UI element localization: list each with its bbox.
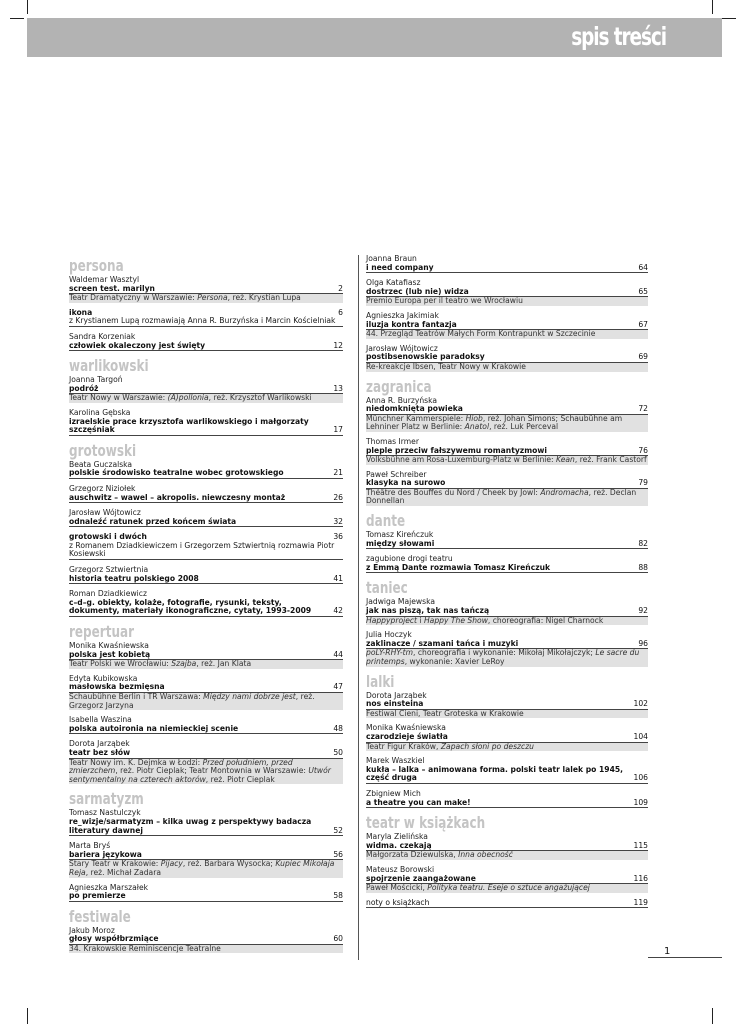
entry-title-row bbox=[366, 640, 648, 649]
description-part: Stary Teatr w Krakowie: bbox=[69, 859, 161, 869]
toc-entry[interactable] bbox=[366, 833, 648, 860]
toc-entry[interactable] bbox=[366, 631, 648, 666]
crop-mark bbox=[27, 1008, 28, 1024]
description-part: , reż. Krystian Lupa bbox=[227, 293, 301, 303]
entry-rule bbox=[69, 583, 343, 584]
entry-page-number: 42 bbox=[333, 606, 343, 616]
crop-mark bbox=[722, 18, 736, 19]
entry-page-number: 52 bbox=[333, 825, 343, 835]
entry-description bbox=[69, 758, 343, 785]
entry-title[interactable]: czarodzieje światła bbox=[366, 731, 448, 741]
entry-page-number: 82 bbox=[638, 538, 648, 548]
entry-title-row bbox=[69, 935, 343, 944]
entry-description: z Krystianem Lupą rozmawiają Anna R. Burzyńska i Marcin Kościelniak bbox=[69, 316, 336, 326]
description-part: , reż. Piotr Cieplak bbox=[205, 774, 275, 784]
page-number: 1 bbox=[664, 946, 671, 957]
crop-mark bbox=[712, 0, 713, 14]
toc-entry[interactable] bbox=[366, 555, 648, 573]
description-part: Szajba bbox=[171, 659, 197, 669]
entry-rule bbox=[69, 616, 343, 617]
toc-entry[interactable] bbox=[69, 740, 343, 784]
description-part: Volksbühne am Rosa-Luxemburg-Platz w Berlinie: bbox=[366, 455, 557, 465]
entry-rule bbox=[366, 272, 648, 273]
entry-title[interactable]: zaklinacze / szamani tańca i muzyki bbox=[366, 638, 519, 648]
entry-author: Dorota Jarząbek bbox=[366, 690, 427, 700]
entry-description bbox=[366, 742, 648, 752]
description-part: Inna obecność bbox=[458, 850, 513, 860]
entry-title[interactable]: polskie środowisko teatralne wobec grotowskiego bbox=[69, 468, 284, 478]
entry-title[interactable]: polska jest kobietą bbox=[69, 649, 151, 659]
description-part: Przed południem, przed zmierzchem bbox=[69, 757, 293, 776]
entry-description bbox=[366, 296, 648, 306]
toc-entry[interactable] bbox=[69, 927, 343, 954]
entry-description bbox=[69, 659, 343, 669]
description-part: , choreografia i wykonanie: Mikołaj Mikołajczyk; bbox=[413, 648, 596, 658]
section-heading: dante bbox=[366, 511, 406, 531]
entry-title-row bbox=[366, 540, 648, 549]
entry-author: Grzegorz Niziołek bbox=[69, 483, 136, 493]
description-part: , reż. Luk Perceval bbox=[489, 422, 559, 432]
entry-author: Jadwiga Majewska bbox=[366, 597, 435, 607]
entry-title-row bbox=[366, 799, 648, 808]
entry-description bbox=[366, 488, 648, 506]
description-part: Zapach słoni po deszczu bbox=[440, 741, 534, 751]
description-part: Happyproject bbox=[366, 615, 418, 625]
entry-title[interactable]: z Emmą Dante rozmawia Tomasz Kireńczuk bbox=[366, 562, 551, 572]
entry-title[interactable]: po premierze bbox=[69, 891, 126, 901]
entry-rule bbox=[366, 907, 648, 908]
description-part: Małgorzata Dziewulska, bbox=[366, 850, 459, 860]
toc-entry[interactable] bbox=[366, 255, 648, 273]
entry-title[interactable]: auschwitz – wawel – akropolis. niewczesny montaż bbox=[69, 492, 286, 502]
entry-title[interactable]: bariera językowa bbox=[69, 849, 142, 859]
entry-page-number: 60 bbox=[333, 934, 343, 944]
entry-title-row bbox=[69, 818, 343, 835]
entry-title[interactable]: kukła – lalka – animowana forma. polski teatr lalek po 1945, część druga bbox=[366, 764, 624, 783]
crop-mark bbox=[10, 18, 24, 19]
page-number-rule bbox=[648, 957, 722, 958]
entry-author: Edyta Kubikowska bbox=[69, 673, 138, 683]
entry-page-number: 119 bbox=[633, 897, 648, 907]
entry-author: Roman Dziadkiewicz bbox=[69, 589, 147, 599]
entry-title[interactable]: nos einsteina bbox=[366, 699, 424, 709]
section-heading: grotowski bbox=[69, 440, 137, 460]
description-part: Re-kreakcje Ibsen, Teatr Nowy w Krakowie bbox=[366, 361, 526, 371]
description-part: Festiwal Cieni, Teatr Groteska w Krakowie bbox=[366, 708, 524, 718]
entry-title-row bbox=[69, 418, 343, 435]
section-heading: zagranica bbox=[366, 376, 432, 396]
toc-entry[interactable] bbox=[69, 675, 343, 710]
entry-title-row bbox=[69, 599, 343, 616]
entry-page-number: 88 bbox=[638, 562, 648, 572]
description-part: , reż. Frank Castorf bbox=[574, 455, 647, 465]
toc-entry[interactable] bbox=[366, 866, 648, 893]
entry-page-number: 109 bbox=[633, 797, 648, 807]
description-part: Schaubühne Berlin i TR Warszawa: bbox=[69, 692, 204, 701]
entry-title[interactable]: a theatre you can make! bbox=[366, 797, 471, 807]
entry-title-row bbox=[69, 494, 343, 503]
entry-author: Maryla Zielińska bbox=[366, 832, 428, 842]
entry-author: Jarosław Wójtowicz bbox=[69, 508, 141, 518]
entry-title-row bbox=[69, 851, 343, 860]
entry-title-row bbox=[366, 842, 648, 851]
toc-entry[interactable] bbox=[69, 590, 343, 617]
entry-description bbox=[366, 414, 648, 432]
entry-author: Tomasz Kireńczuk bbox=[366, 530, 434, 540]
entry-rule bbox=[366, 548, 648, 549]
toc-entry[interactable] bbox=[69, 533, 343, 560]
entry-title-row bbox=[366, 447, 648, 456]
entry-page-number: 96 bbox=[638, 638, 648, 648]
entry-title[interactable]: jak nas piszą, tak nas tańczą bbox=[366, 606, 490, 616]
entry-title[interactable]: izraelskie prace krzysztofa warlikowskiego i małgorzaty szczęśniak bbox=[69, 416, 309, 435]
entry-author: Tomasz Nastulczyk bbox=[69, 808, 141, 818]
description-part: Utwór sentymentalny na czterech aktorów bbox=[69, 766, 331, 784]
entry-title[interactable]: grotowski i dwóch bbox=[69, 532, 147, 542]
entry-title-row bbox=[366, 733, 648, 742]
entry-title[interactable]: między słowami bbox=[366, 538, 435, 548]
entry-page-number: 17 bbox=[333, 425, 343, 435]
entry-rule bbox=[366, 572, 648, 573]
entry-rule bbox=[69, 435, 343, 436]
toc-entry[interactable] bbox=[366, 899, 648, 909]
entry-author: Joanna Braun bbox=[366, 254, 417, 263]
toc-entry[interactable] bbox=[366, 724, 648, 751]
entry-page-number: 32 bbox=[333, 516, 343, 526]
entry-description: z Romanem Dziadkiewiczem i Grzegorzem Sztwiertnią rozmawia Piotr Kosiewski bbox=[69, 540, 335, 559]
entry-title-row bbox=[366, 564, 648, 573]
entry-title[interactable]: odnaleźć ratunek przed końcem świata bbox=[69, 516, 237, 526]
description-part: Théâtre des Bouffes du Nord / Cheek by Jowl: bbox=[366, 487, 541, 497]
entry-page-number: 48 bbox=[333, 723, 343, 733]
entry-rule bbox=[69, 502, 343, 503]
toc-entry[interactable] bbox=[366, 692, 648, 719]
entry-author: Julia Hoczyk bbox=[366, 630, 412, 640]
entry-page-number: 2 bbox=[338, 283, 343, 293]
description-part: , wykonanie: Xavier LeRoy bbox=[404, 657, 505, 666]
description-part: , choreografia: Nigel Charnock bbox=[487, 615, 604, 625]
entry-description bbox=[69, 393, 343, 403]
entry-description bbox=[366, 616, 648, 626]
column-divider bbox=[358, 255, 359, 960]
entry-title-row bbox=[366, 321, 648, 330]
section-heading: teatr w książkach bbox=[366, 813, 486, 833]
description-part: poLY-RHY-tm bbox=[366, 648, 413, 658]
entry-author: Marek Waszkiel bbox=[366, 756, 425, 766]
toc-entry[interactable] bbox=[69, 309, 343, 327]
entry-author: Agnieszka Marszałek bbox=[69, 882, 149, 892]
toc-entry[interactable] bbox=[69, 376, 343, 403]
description-part: , reż. Johan Simons; Schaubühne am Lehniner Platz w Berlinie: bbox=[366, 413, 623, 432]
toc-entry[interactable] bbox=[69, 276, 343, 303]
description-part: Teatr Polski we Wrocławiu: bbox=[69, 659, 172, 669]
entry-author: Jarosław Wójtowicz bbox=[366, 343, 438, 353]
entry-page-number: 104 bbox=[633, 731, 648, 741]
entry-page-number: 21 bbox=[333, 468, 343, 478]
entry-author: Joanna Targoń bbox=[69, 375, 123, 385]
toc-entry[interactable] bbox=[366, 471, 648, 506]
toc-entry[interactable] bbox=[366, 531, 648, 549]
entry-title[interactable]: screen test. marilyn bbox=[69, 283, 155, 293]
entry-author: Beata Guczalska bbox=[69, 459, 133, 469]
toc-entry[interactable] bbox=[69, 509, 343, 527]
crop-mark bbox=[27, 0, 28, 14]
entry-title[interactable]: masłowska bezmięsna bbox=[69, 682, 165, 692]
entry-title[interactable]: klasyka na surowo bbox=[366, 478, 446, 488]
toc-entry[interactable] bbox=[366, 279, 648, 306]
entry-title[interactable]: pleple przeciw fałszywemu romantyzmowi bbox=[366, 445, 547, 455]
entry-page-number: 44 bbox=[333, 649, 343, 659]
entry-author: Karolina Gębska bbox=[69, 407, 131, 417]
entry-page-number: 67 bbox=[638, 319, 648, 329]
entry-title[interactable]: postibsenowskie paradoksy bbox=[366, 352, 485, 362]
toc-entry[interactable] bbox=[366, 598, 648, 625]
description-part: , reż. Declan Donnellan bbox=[366, 487, 637, 506]
toc-entry[interactable] bbox=[366, 312, 648, 339]
crop-mark bbox=[712, 1008, 713, 1024]
entry-title[interactable]: c–d–g. obiekty, kolaże, fotografie, rysunki, teksty, dokumenty, materiały ikonograficzne, cytaty, 1993-2009 bbox=[69, 597, 312, 616]
entry-page-number: 76 bbox=[638, 445, 648, 455]
entry-description bbox=[366, 883, 648, 893]
entry-title-row bbox=[69, 285, 343, 294]
entry-title[interactable]: i need company bbox=[366, 262, 434, 272]
toc-entry[interactable] bbox=[366, 438, 648, 465]
entry-title-row bbox=[366, 479, 648, 488]
entry-title-row bbox=[69, 749, 343, 758]
entry-author: zagubione drogi teatru bbox=[366, 554, 453, 564]
section-heading: persona bbox=[69, 256, 124, 275]
description-part: Happy The Show bbox=[423, 615, 488, 625]
entry-rule bbox=[69, 526, 343, 527]
description-part: Paweł Mościcki, bbox=[366, 883, 428, 893]
toc-entry[interactable] bbox=[69, 716, 343, 734]
entry-description bbox=[69, 692, 343, 710]
entry-page-number: 79 bbox=[638, 478, 648, 488]
entry-title-row bbox=[366, 766, 648, 783]
entry-page-number: 106 bbox=[633, 773, 648, 783]
entry-author: Monika Kwaśniewska bbox=[366, 723, 446, 733]
entry-title[interactable]: historia teatru polskiego 2008 bbox=[69, 573, 199, 583]
entry-author: Dorota Jarząbek bbox=[69, 739, 130, 749]
description-part: 44. Przegląd Teatrów Małych Form Kontrapunkt w Szczecinie bbox=[366, 329, 596, 339]
entry-page-number: 58 bbox=[333, 891, 343, 901]
entry-title-row bbox=[69, 651, 343, 660]
toc-entry[interactable] bbox=[366, 397, 648, 432]
entry-title[interactable]: iluzja kontra fantazja bbox=[366, 319, 457, 329]
description-part: Kean bbox=[556, 455, 575, 465]
description-part: i bbox=[417, 615, 424, 625]
entry-rule bbox=[366, 783, 648, 784]
entry-title[interactable]: noty o książkach bbox=[366, 897, 430, 907]
entry-title-row bbox=[69, 342, 343, 351]
entry-page-number: 92 bbox=[638, 606, 648, 616]
section-heading: repertuar bbox=[69, 622, 135, 642]
entry-title-row bbox=[366, 264, 648, 273]
page-title: spis treści bbox=[571, 22, 666, 51]
description-part: Premio Europa per il teatro we Wrocławiu bbox=[366, 296, 523, 306]
entry-page-number: 41 bbox=[333, 573, 343, 583]
description-part: Teatr Dramatyczny w Warszawie: bbox=[69, 293, 198, 303]
entry-title[interactable]: spojrzenie zaangażowane bbox=[366, 873, 476, 883]
entry-rule bbox=[69, 350, 343, 351]
toc-entry[interactable] bbox=[366, 790, 648, 808]
entry-page-number: 6 bbox=[338, 307, 343, 317]
toc-entry[interactable] bbox=[69, 842, 343, 877]
entry-title-row bbox=[366, 607, 648, 616]
entry-description bbox=[366, 362, 648, 372]
description-part: Le sacre du printemps bbox=[366, 648, 640, 666]
entry-description bbox=[366, 850, 648, 860]
description-part: Teatr Figur Kraków, bbox=[366, 741, 441, 751]
entry-title[interactable]: głosy współbrzmiące bbox=[69, 934, 159, 944]
entry-author: Grzegorz Sztwiertnia bbox=[69, 565, 149, 575]
entry-rule bbox=[366, 807, 648, 808]
toc-column-left bbox=[69, 255, 343, 959]
entry-description bbox=[366, 709, 648, 719]
entry-title[interactable]: polska autoironia na niemieckiej scenie bbox=[69, 723, 239, 733]
entry-title-row bbox=[69, 683, 343, 692]
entry-title-row bbox=[366, 875, 648, 884]
entry-page-number: 65 bbox=[638, 286, 648, 296]
entry-page-number: 72 bbox=[638, 404, 648, 414]
entry-title-row bbox=[366, 899, 648, 908]
description-part: Teatr Nowy w Warszawie: bbox=[69, 393, 168, 403]
description-part: Anatol bbox=[464, 422, 490, 432]
description-part: , reż. Barbara Wysocka; bbox=[182, 859, 276, 869]
entry-page-number: 69 bbox=[638, 352, 648, 362]
entry-description bbox=[366, 329, 648, 339]
description-part: Münchner Kammerspiele: bbox=[366, 413, 466, 423]
toc-column-right bbox=[366, 255, 648, 914]
entry-page-number: 26 bbox=[333, 492, 343, 502]
entry-description bbox=[366, 455, 648, 465]
description-part: Teatr Nowy im. K. Dejmka w Łodzi: bbox=[69, 757, 203, 767]
section-heading: sarmatyzm bbox=[69, 789, 144, 809]
entry-title-row bbox=[366, 700, 648, 709]
entry-rule bbox=[69, 478, 343, 479]
entry-page-number: 64 bbox=[638, 262, 648, 272]
toc-entry[interactable] bbox=[69, 409, 343, 436]
description-part: , reż. Grzegorz Jarzyna bbox=[69, 692, 315, 710]
entry-title[interactable]: człowiek okaleczony jest święty bbox=[69, 340, 206, 350]
toc-entry[interactable] bbox=[69, 809, 343, 836]
entry-rule bbox=[69, 326, 343, 327]
entry-title-row bbox=[69, 725, 343, 734]
entry-page-number: 115 bbox=[633, 840, 648, 850]
description-part: 34. Krakowskie Reminiscencje Teatralne bbox=[69, 943, 221, 953]
entry-title-row bbox=[69, 575, 343, 584]
section-heading: warlikowski bbox=[69, 356, 149, 376]
description-part: Polityka teatru. Eseje o sztuce angażującej bbox=[427, 883, 590, 893]
entry-author: Mateusz Borowski bbox=[366, 864, 435, 874]
entry-title[interactable]: ikona bbox=[69, 307, 93, 317]
entry-author: Olga Katafiasz bbox=[366, 278, 421, 288]
entry-title-row bbox=[69, 892, 343, 901]
entry-page-number: 50 bbox=[333, 747, 343, 757]
toc-entry[interactable] bbox=[69, 461, 343, 479]
entry-title[interactable]: niedomknięta powieka bbox=[366, 404, 463, 414]
entry-title-row bbox=[69, 518, 343, 527]
entry-author: Anna R. Burzyńska bbox=[366, 395, 438, 405]
entry-rule bbox=[69, 901, 343, 902]
entry-author: Sandra Korzeniak bbox=[69, 331, 136, 341]
description-part: , reż. Jan Klata bbox=[196, 659, 252, 669]
entry-page-number: 102 bbox=[633, 699, 648, 709]
toc-entry[interactable] bbox=[69, 333, 343, 351]
entry-rule bbox=[69, 559, 343, 560]
description-part: Pijacy bbox=[160, 859, 183, 869]
section-heading: lalki bbox=[366, 671, 395, 691]
entry-author: Waldemar Wasztyl bbox=[69, 275, 140, 284]
entry-author: Agnieszka Jakimiak bbox=[366, 310, 439, 320]
entry-title-row bbox=[69, 385, 343, 394]
entry-title[interactable]: teatr bez słów bbox=[69, 747, 131, 757]
section-heading: festiwale bbox=[69, 906, 131, 926]
entry-description bbox=[366, 648, 648, 666]
entry-rule bbox=[69, 733, 343, 734]
description-part: Persona bbox=[197, 293, 228, 303]
entry-title-row bbox=[69, 469, 343, 478]
entry-title[interactable]: re_wizje/sarmatyzm – kilka uwag z perspektywy badacza literatury dawnej bbox=[69, 816, 312, 835]
description-part: , reż. Krzysztof Warlikowski bbox=[208, 393, 312, 403]
entry-page-number: 116 bbox=[633, 873, 648, 883]
section-heading: taniec bbox=[366, 578, 408, 598]
entry-title-row bbox=[366, 288, 648, 297]
entry-title-row bbox=[366, 353, 648, 362]
description-part: , reż. Michał Zadara bbox=[85, 867, 161, 877]
entry-page-number: 36 bbox=[333, 532, 343, 542]
entry-page-number: 12 bbox=[333, 340, 343, 350]
entry-page-number: 56 bbox=[333, 849, 343, 859]
entry-title[interactable]: podróż bbox=[69, 383, 99, 393]
toc-entry[interactable] bbox=[69, 485, 343, 503]
entry-author: Isabella Waszina bbox=[69, 715, 132, 725]
description-part: , reż. Piotr Cieplak; Teatr Montownia w Warszawie: bbox=[115, 766, 309, 776]
entry-title-row bbox=[366, 405, 648, 414]
toc-entry[interactable] bbox=[69, 884, 343, 902]
entry-title[interactable]: widma. czekają bbox=[366, 840, 432, 850]
description-part: Andromacha bbox=[540, 487, 589, 497]
entry-page-number: 47 bbox=[333, 682, 343, 692]
description-part: Kupiec Mikołaja Reja bbox=[69, 859, 335, 877]
description-part: Między nami dobrze jest bbox=[203, 692, 296, 701]
entry-author: Zbigniew Mich bbox=[366, 788, 421, 798]
entry-author: Monika Kwaśniewska bbox=[69, 641, 149, 651]
description-part: (A)pollonia bbox=[167, 393, 209, 403]
toc-entry[interactable] bbox=[366, 345, 648, 372]
entry-author: Marta Bryś bbox=[69, 841, 111, 851]
entry-description bbox=[69, 944, 343, 954]
entry-title[interactable]: dostrzec (lub nie) widza bbox=[366, 286, 469, 296]
entry-author: Jakub Moroz bbox=[69, 925, 115, 935]
entry-description bbox=[69, 859, 343, 877]
entry-description bbox=[69, 293, 343, 303]
entry-author: Paweł Schreiber bbox=[366, 469, 427, 479]
toc-entry[interactable] bbox=[69, 566, 343, 584]
entry-author: Thomas Irmer bbox=[366, 436, 419, 446]
toc-entry[interactable] bbox=[69, 642, 343, 669]
entry-rule bbox=[69, 835, 343, 836]
toc-entry[interactable] bbox=[366, 757, 648, 784]
entry-page-number: 13 bbox=[333, 383, 343, 393]
description-part: Hiob bbox=[465, 413, 483, 423]
